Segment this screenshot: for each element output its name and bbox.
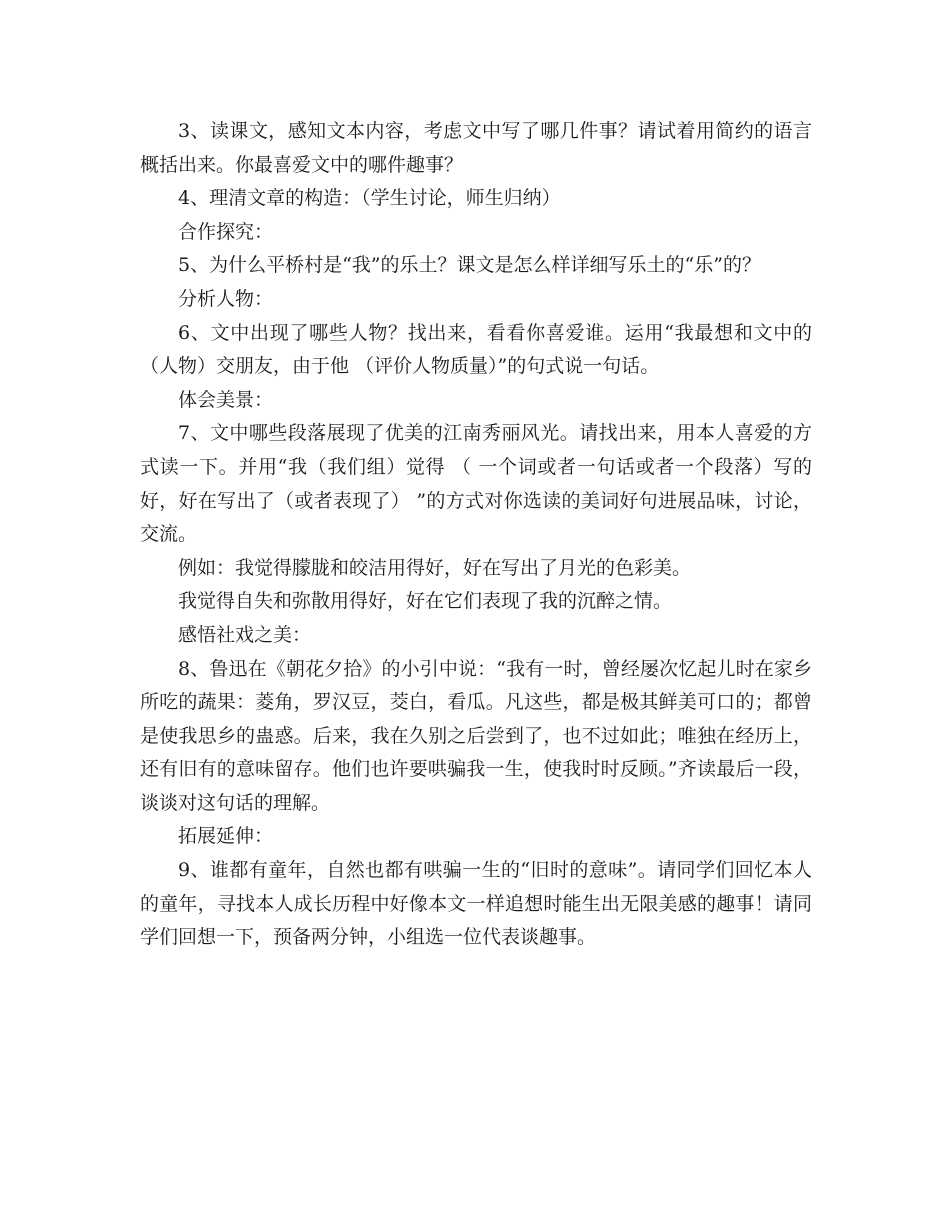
paragraph-question-4: 4、理清文章的构造：（学生讨论，师生归纳） [178,187,561,210]
section-heading-extension: 拓展延伸： [178,825,274,848]
section-heading-cooperative-inquiry: 合作探究： [178,220,274,243]
paragraph-question-3: 3、读课文，感知文本内容，考虑文中写了哪几件事？请试着用简约的语言概括出来。你最喜爱文中的哪件趣事？ [140,120,812,176]
section-heading-scenery: 体会美景： [178,388,274,411]
document-page [140,115,812,955]
paragraph-question-5: 5、为什么平桥村是“我”的乐土？课文是怎么样详细写乐土的“乐”的？ [178,254,761,277]
paragraph-example-1: 例如：我觉得朦胧和皎洁用得好，好在写出了月光的色彩美。 [178,556,692,579]
paragraph-question-6: 6、文中出现了哪些人物？找出来，看看你喜爱谁。运用“我最想和文中的 （人物）交朋友，由于他 （评价人物质量）”的句式说一句话。 [140,321,812,378]
paragraph-question-9: 9、谁都有童年，自然也都有哄骗一生的“旧时的意味”。请同学们回忆本人的童年，寻找本人成长历程中好像本文一样追想时能生出无限美感的趣事！请同学们回想一下，预备两分钟，小组选一位代表谈趣事。 [140,859,812,949]
paragraph-example-2: 我觉得自失和弥散用得好，好在它们表现了我的沉醉之情。 [178,590,673,613]
section-heading-analyze-characters: 分析人物： [178,287,274,310]
section-heading-village-opera: 感悟社戏之美： [178,623,312,646]
paragraph-question-7: 7、文中哪些段落展现了优美的江南秀丽风光。请找出来，用本人喜爱的方式读一下。并用“我（我们组）觉得 （ 一个词或者一句话或者一个段落）写的好，好在写出了（或者表现了） ”的方式对你选读的美词好句进展品味，讨论，交流。 [140,422,812,546]
paragraph-question-8: 8、鲁迅在《朝花夕拾》的小引中说：“我有一时，曾经屡次忆起儿时在家乡所吃的蔬果：菱角，罗汉豆，茭白，看瓜。凡这些，都是极其鲜美可口的；都曾是使我思乡的蛊惑。后来，我在久别之后尝到了，也不过如此；唯独在经历上，还有旧有的意味留存。他们也许要哄骗我一生，使我时时反顾。”齐读最后一段，谈谈对这句话的理解。 [140,657,812,814]
